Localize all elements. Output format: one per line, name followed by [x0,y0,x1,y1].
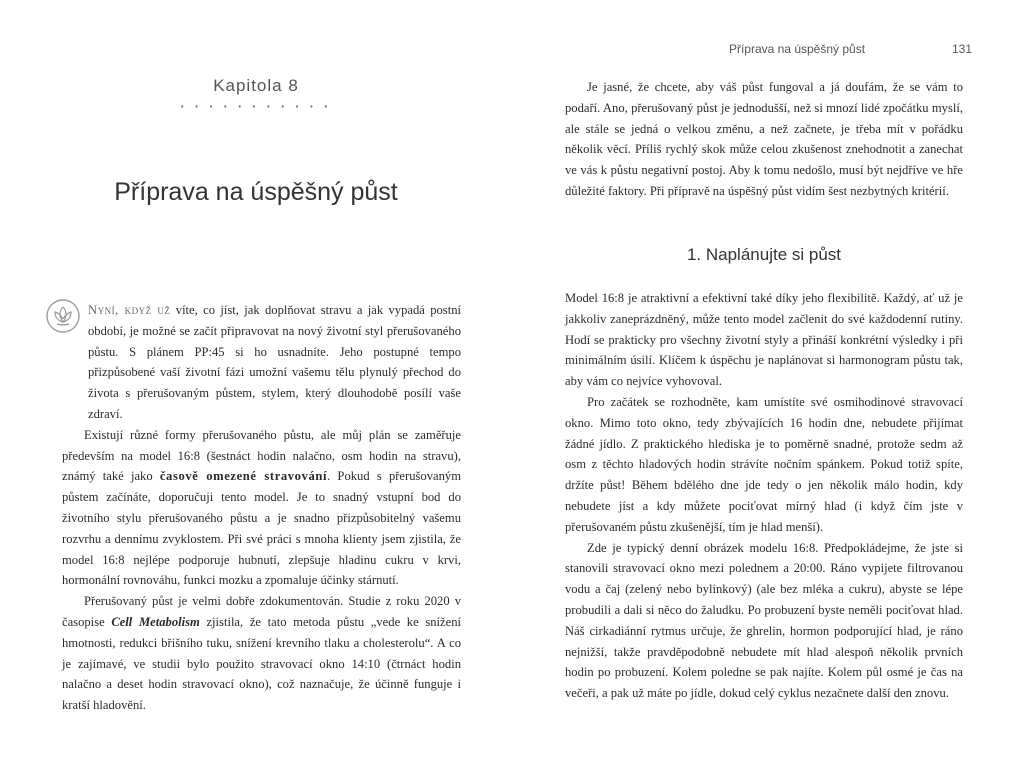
paragraph [62,300,461,425]
paragraph: Model 16:8 je atraktivní a efektivní také díky jeho flexibilitě. Každý, ať už je jakkoliv zaneprázdněný, může tento model začlenit do své každodenní rutiny. Hodí se prakticky pro všechny životní styly a přináší konkrétní výsledky i při minimálním úsilí. Klíčem k úspěchu je naplánovat si harmonogram půstu tak, aby vám co nejvíce vyhovoval. [565,291,963,389]
left-body-text [62,300,461,716]
paragraph [62,425,461,591]
chapter-title: Příprava na úspěšný půst [114,178,398,206]
emphasis-text: časově omezené stravování [159,469,328,484]
paragraph-text: zjistila, že tato metoda půstu „vede ke snížení hmotnosti, redukci břišního tuku, snížení krevního tlaku a cholesterolu“. A co je zajímavé, ve studii bylo použito stravovací okno 14:10 (čtrnáct hodin nalačno a deset hodin stravovací okno), což naznačuje, že účinně funguje i kratší hladovění. [62,614,461,713]
paragraph-text: víte, co jíst, jak doplňovat stravu a jak vypadá postní období, je možné se začít připravovat na nový životní styl přerušovaného půstu. S plánem PP:45 si ho usnadníte. Jeho postupné tempo přizpůsobené vaší životní fázi umožní vašemu tělu plynulý přechod do života s přerušovaným půstem, stylem, který dlouhodobě posílí vaše zdraví. [88,303,461,421]
section-heading: 1. Naplánujte si půst [686,245,842,264]
paragraph-text: . Pokud s přerušovaným půstem začínáte, doporučuji tento model. Je to snadný vstupní bod do životního stylu přerušovaného půstu a je snadno přizpůsobitelný vašemu rozvrhu a dennímu zvyklostem. Při své práci s mnoha klienty jsem zjistila, že model 16:8 nejlépe podporuje hubnutí, zlepšuje hladinu cukru v krvi, hormonální rovnováhu, funkci mozku a zpomaluje účinky stárnutí. [62,469,461,588]
right-section-text [565,288,963,704]
paragraph: Pro začátek se rozhodněte, kam umístíte své osmihodinové stravovací okno. Mimo toto okno, tedy zbývajících 16 hodin dne, nebudete přijímat žádné jídlo. Z praktického hlediska je to poměrně snadné, protože sedm až osm z těchto hladových hodin strávíte nočním spánkem. Pokud totiž spíte, držíte půst! Během bdělého dne jde tedy o jen několik málo hodin, kdy nebudete jíst a kdy můžete pociťovat mírný hlad (i když čím jste v přerušovaném půstu zkušenější, tím je hlad menší). [565,394,963,534]
paragraph-text: Existují různé formy přerušovaného půstu, ale můj plán se zaměřuje především na model 16:8 (šestnáct hodin nalačno, osm hodin na stravu), známý také jako [62,427,461,484]
running-head: Příprava na úspěšný půst [728,42,866,56]
lead-in-text: Nyní, když už [88,303,171,317]
right-page [512,0,1024,768]
chapter-ornament: • • • • • • • • • • • [180,103,332,111]
chapter-label: Kapitola 8 [213,76,299,95]
paragraph-text: Přerušovaný půst je velmi dobře zdokumentován. Studie z roku 2020 v časopise [62,594,461,629]
page-number: 131 [951,42,972,56]
paragraph: Zde je typický denní obrázek modelu 16:8. Předpokládejme, že jste si stanovili stravovací okno mezi polednem a 20:00. Ráno vypijete filtrovanou vodu a čaj (zelený nebo bylinkový) (ale bez mléka a cukru), abyste se lépe probudili a dali si něco do žaludku. Po probuzení byste neměli pociťovat hlad. Náš cirkadiánní rytmus určuje, že ghrelin, hormon podporující hlad, je ráno nejnižší, takže pravděpodobně nebudete mít hlad alespoň několik prvních hodin po probuzení. Kolem poledne se pak najíte. Kolem půl osmé je čas na večeři, a pak už máte po jídle, dokud celý cyklus nezačnete další den znovu. [565,540,963,701]
journal-title: Cell Metabolism [111,614,200,629]
right-intro-text [565,77,963,202]
paragraph: Je jasné, že chcete, aby váš půst fungoval a já doufám, že se vám to podaří. Ano, přerušovaný půst je jednodušší, než si mnozí lidé zpočátku myslí, ale stále se jedná o velkou změnu, a než začnete, je třeba mít v pořádku několik věcí. Příliš rychlý skok může celou zkušenost znehodnotit a zanechat ve vás k půstu negativní postoj. Aby k tomu nedošlo, musí být nejdříve ve hře důležité faktory. Při přípravě na úspěšný půst vidím šest nezbytných kritérií. [565,80,963,198]
paragraph [62,591,461,716]
